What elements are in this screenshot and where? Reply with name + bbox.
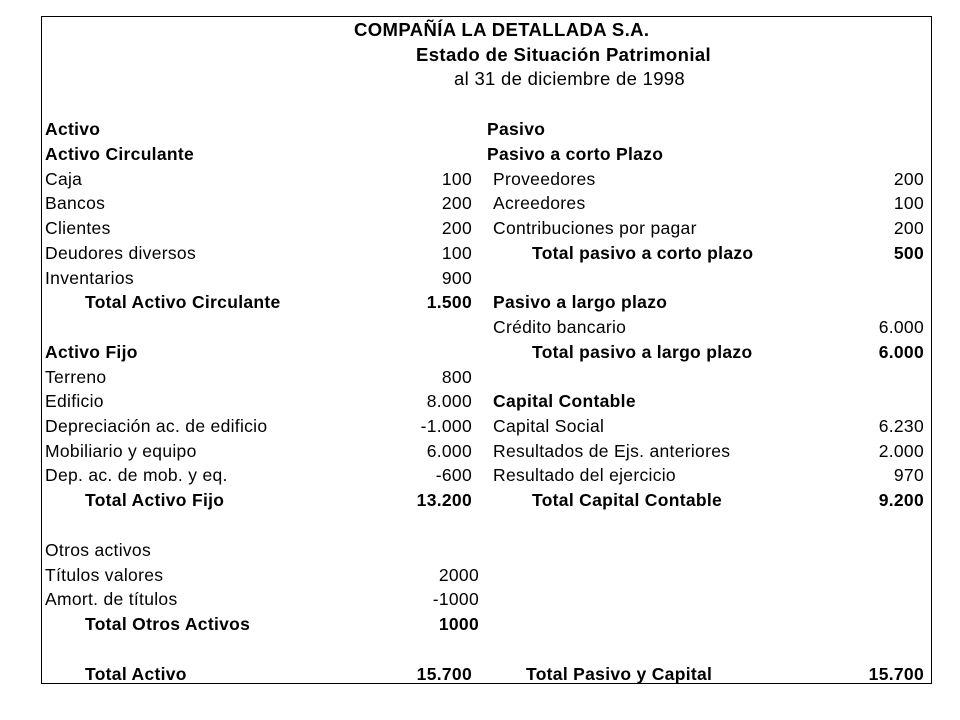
capital-row-value: 2.000 (878, 441, 924, 461)
total-activo-circulante-label: Total Activo Circulante (85, 292, 281, 312)
total-pasivo-corto-value: 500 (893, 243, 924, 263)
total-capital-contable-label: Total Capital Contable (532, 490, 723, 510)
pasivo-heading: Pasivo (487, 119, 546, 139)
activo-row-value: 6.000 (426, 441, 472, 461)
total-otros-activos-label: Total Otros Activos (85, 614, 251, 634)
pasivo-row-value: 200 (893, 218, 924, 238)
activo-row-label: Clientes (45, 218, 111, 238)
total-activo-circulante-value: 1.500 (426, 292, 472, 312)
pasivo-row-label: Contribuciones por pagar (493, 218, 697, 238)
total-pasivo-capital-label: Total Pasivo y Capital (526, 664, 713, 684)
statement-date: al 31 de diciembre de 1998 (454, 68, 685, 89)
total-pasivo-corto-label: Total pasivo a corto plazo (532, 243, 754, 263)
balance-sheet-frame (41, 16, 932, 684)
activo-row-label: Amort. de títulos (45, 589, 178, 609)
activo-row-value: 900 (441, 268, 472, 288)
activo-row-label: Mobiliario y equipo (45, 441, 197, 461)
activo-heading: Activo (45, 119, 101, 139)
total-activo-fijo-value: 13.200 (416, 490, 472, 510)
total-activo-value: 15.700 (416, 664, 472, 684)
activo-row-label: Bancos (45, 193, 106, 213)
activo-row-label: Inventarios (45, 268, 134, 288)
pasivo-row-label: Acreedores (493, 193, 586, 213)
pasivo-row-value: 200 (893, 169, 924, 189)
activo-row-label: Terreno (45, 367, 107, 387)
activo-circulante-heading: Activo Circulante (45, 144, 195, 164)
pasivo-corto-heading: Pasivo a corto Plazo (487, 144, 664, 164)
activo-row-value: 100 (441, 169, 472, 189)
activo-row-value: -1000 (432, 589, 479, 609)
capital-row-value: 970 (893, 465, 924, 485)
otros-activos-heading: Otros activos (45, 540, 152, 560)
activo-row-value: 2000 (438, 565, 479, 585)
activo-row-value: -1.000 (420, 416, 472, 436)
activo-row-value: 8.000 (426, 391, 472, 411)
activo-row-label: Edificio (45, 391, 104, 411)
total-pasivo-largo-label: Total pasivo a largo plazo (532, 342, 753, 362)
total-otros-activos-value: 1000 (438, 614, 479, 634)
capital-row-label: Resultados de Ejs. anteriores (493, 441, 731, 461)
total-activo-fijo-label: Total Activo Fijo (85, 490, 225, 510)
activo-row-label: Deudores diversos (45, 243, 197, 263)
activo-row-label: Títulos valores (45, 565, 164, 585)
total-pasivo-largo-value: 6.000 (878, 342, 924, 362)
company-title: COMPAÑÍA LA DETALLADA S.A. (354, 19, 650, 40)
activo-row-value: 100 (441, 243, 472, 263)
capital-row-label: Capital Social (493, 416, 605, 436)
capital-row-value: 6.230 (878, 416, 924, 436)
pasivo-row-value: 100 (893, 193, 924, 213)
total-activo-label: Total Activo (85, 664, 187, 684)
activo-row-label: Caja (45, 169, 83, 189)
activo-row-value: 800 (441, 367, 472, 387)
activo-row-label: Dep. ac. de mob. y eq. (45, 465, 228, 485)
capital-row-label: Resultado del ejercicio (493, 465, 676, 485)
pasivo-row-value: 6.000 (878, 317, 924, 337)
activo-row-value: -600 (435, 465, 472, 485)
pasivo-row-label: Proveedores (493, 169, 596, 189)
total-capital-contable-value: 9.200 (878, 490, 924, 510)
pasivo-row-label: Crédito bancario (493, 317, 627, 337)
activo-row-label: Depreciación ac. de edificio (45, 416, 268, 436)
total-pasivo-capital-value: 15.700 (868, 664, 924, 684)
activo-row-value: 200 (441, 218, 472, 238)
statement-title: Estado de Situación Patrimonial (416, 44, 712, 65)
pasivo-largo-heading: Pasivo a largo plazo (493, 292, 668, 312)
activo-row-value: 200 (441, 193, 472, 213)
activo-fijo-heading: Activo Fijo (45, 342, 138, 362)
capital-contable-heading: Capital Contable (493, 391, 636, 411)
